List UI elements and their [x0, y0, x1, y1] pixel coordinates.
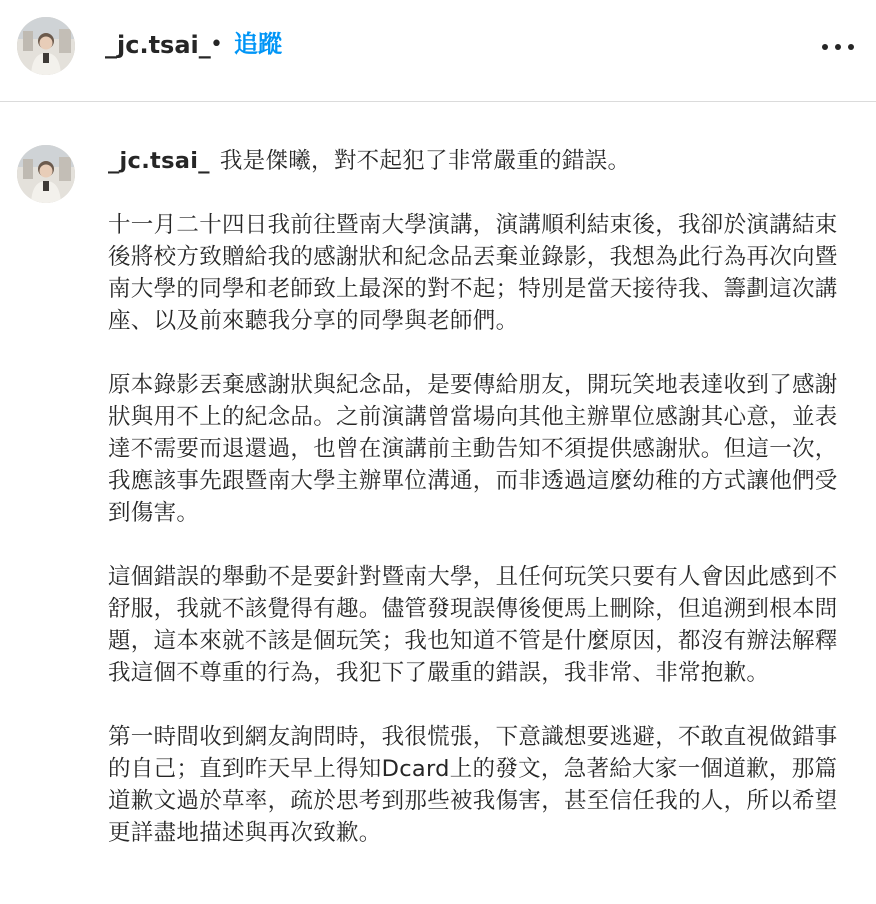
caption-paragraph: 第一時間收到網友詢問時，我很慌張，下意識想要逃避，不敢直視做錯事的自己；直到昨天早上得知Dcard上的發文，急著給大家一個道歉，那篇道歉文過於草率，疏於思考到那些被我傷害，甚至信任我的人，所以希望更詳盡地描述與再次致歉。 — [108, 724, 838, 846]
profile-photo-icon — [17, 17, 75, 75]
follow-button[interactable]: 追蹤 — [234, 30, 282, 58]
caption-username[interactable]: _jc.tsai_ — [108, 148, 210, 174]
more-horizontal-icon-dot-3 — [848, 44, 854, 50]
caption-paragraph: 十一月二十四日我前往暨南大學演講，演講順利結束後，我卻於演講結束後將校方致贈給我的感謝狀和紀念品丟棄並錄影，我想為此行為再次向暨南大學的同學和老師致上最深的對不起；特別是當天接待我、籌劃這次講座、以及前來聽我分享的同學與老師們。 — [108, 212, 838, 334]
post-author-username[interactable]: _jc.tsai_ — [105, 31, 211, 59]
caption-paragraph: 這個錯誤的舉動不是要針對暨南大學，且任何玩笑只要有人會因此感到不舒服，我就不該覺得有趣。儘管發現誤傳後便馬上刪除，但追溯到根本問題，這本來就不該是個玩笑；我也知道不管是什麼原因，都沒有辦法解釋我這個不尊重的行為，我犯下了嚴重的錯誤，我非常、非常抱歉。 — [108, 564, 838, 686]
caption-paragraph: 原本錄影丟棄感謝狀與紀念品，是要傳給朋友，開玩笑地表達收到了感謝狀與用不上的紀念品。之前演講曾當場向其他主辦單位感謝其心意，並表達不需要而退還過，也曾在演講前主動告知不須提供感謝狀。但這一次，我應該事先跟暨南大學主辦單位溝通，而非透過這麼幼稚的方式讓他們受到傷害。 — [108, 372, 838, 526]
more-horizontal-icon-dot-2 — [835, 44, 841, 50]
post-header — [0, 0, 876, 102]
caption-intro: 我是傑曦，對不起犯了非常嚴重的錯誤。 — [219, 148, 631, 174]
separator-dot: • — [210, 32, 223, 57]
caption-avatar[interactable] — [17, 145, 75, 203]
more-horizontal-icon — [822, 44, 828, 50]
avatar[interactable] — [17, 17, 75, 75]
more-options-button[interactable] — [818, 34, 858, 60]
caption-text — [108, 145, 853, 881]
caption-intro-line — [108, 145, 853, 177]
profile-photo-icon — [17, 145, 75, 203]
